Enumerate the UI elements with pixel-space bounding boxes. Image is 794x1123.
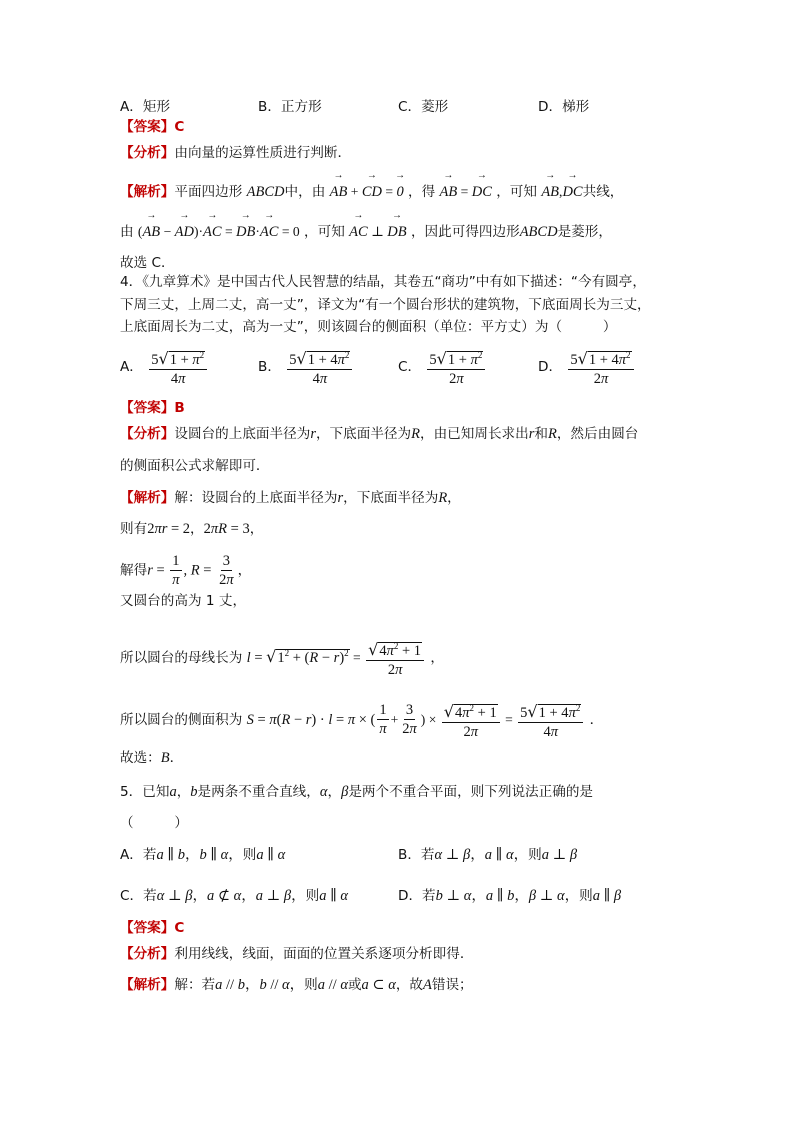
q4-solution-line-3: 解得r = $\frac{1}{\pi}$ , R = $\frac{3}{2\pi}$ ， — [120, 553, 252, 588]
q5-option-b: B．若α ⊥ β，a ∥ α，则a ⊥ β — [398, 847, 578, 863]
q4-answer: 【答案】B — [120, 400, 185, 416]
q4-conclusion: 故选：B． — [120, 750, 184, 766]
q4-solution-line-2: 则有2πr = 2，2πR = 3， — [120, 521, 264, 537]
q4-option-c: C． $\frac{5√1 + \pi^2}{2\pi}$ — [398, 347, 487, 387]
q3-solution-line-2: 由 (→ AB − → AD)·→ AC = → DB·→ AC = 0 ，可知 → AC ⊥ → DB ，因此可得四边形ABCD是菱形， — [120, 222, 612, 242]
q4-stem-line-1: 4．《九章算术》是中国古代人民智慧的结晶，其卷五“商功”中有如下描述：“今有圆亭， — [120, 274, 646, 290]
q4-analysis-line-2: 的侧面积公式求解即可． — [120, 458, 270, 474]
q4-solution-line-5: 所以圆台的母线长为 $l = √1^2 + (R - r)^2$ = $\frac{√4\pi^2 + 1}{2\pi}$ ， — [120, 639, 444, 678]
q3-analysis: 【分析】由向量的运算性质进行判断． — [120, 145, 352, 161]
q5-option-a: A．若a ∥ b，b ∥ α，则a ∥ α — [120, 847, 286, 863]
q5-stem-line-1: 5．已知a，b是两条不重合直线，α，β是两个不重合平面，则下列说法正确的是 — [120, 784, 594, 800]
q3-solution-line-1: 【解析】平面四边形 ABCD中，由 → AB + → CD = → 0 ，得 → AB = → DC ，可知 → AB,→ DC共线， — [120, 182, 623, 202]
q3-option-d: D．梯形 — [538, 99, 590, 115]
q5-option-c: C．若α ⊥ β，a ⊄ α，a ⊥ β，则a ∥ α — [120, 888, 349, 904]
q3-option-b: B．正方形 — [258, 99, 322, 115]
q4-option-b: B． $\frac{5√1 + 4\pi^2}{4\pi}$ — [258, 347, 354, 387]
q4-solution-line-4: 又圆台的高为 1 丈， — [120, 593, 247, 609]
q4-analysis-line-1: 【分析】设圆台的上底面半径为r，下底面半径为R，由已知周长求出r和R，然后由圆台 — [120, 426, 639, 442]
q4-stem-line-2: 下周三丈，上周二丈，高一丈”，译文为“有一个圆台形状的建筑物，下底面周长为三丈， — [120, 297, 651, 313]
q5-analysis: 【分析】利用线线，线面，面面的位置关系逐项分析即得． — [120, 946, 474, 962]
q4-option-a: A． $\frac{5√1 + \pi^2}{4\pi}$ — [120, 347, 209, 387]
q3-conclusion: 故选 C． — [120, 255, 175, 271]
q5-stem-line-2: （ ） — [120, 815, 188, 831]
q5-solution-line-1: 【解析】解：若a // b，b // α，则a // α或a ⊂ α，故A错误； — [120, 977, 473, 993]
q4-stem-line-3: 上底面周长为二丈，高为一丈”，则该圆台的侧面积（单位：平方丈）为（ ） — [120, 319, 617, 335]
q4-solution-line-6: 所以圆台的侧面积为 S = π(R − r) · l = π × ( $\frac{1}{\pi}$ + $\frac{3}{2\pi}$ ) × $\frac{√4\pi^2 + 1}{2\pi}$ = $\frac{5√1 + 4\pi^2}{4\pi}$ ． — [120, 701, 604, 740]
q4-option-d: D． $\frac{5√1 + 4\pi^2}{2\pi}$ — [538, 347, 636, 387]
q5-option-d: D．若b ⊥ α，a ∥ b，β ⊥ α，则a ∥ β — [398, 888, 622, 904]
q5-answer: 【答案】C — [120, 920, 185, 936]
q4-solution-line-1: 【解析】解：设圆台的上底面半径为r，下底面半径为R， — [120, 490, 461, 506]
q3-option-c: C．菱形 — [398, 99, 449, 115]
q3-option-a: A．矩形 — [120, 99, 171, 115]
q3-answer: 【答案】C — [120, 119, 185, 135]
